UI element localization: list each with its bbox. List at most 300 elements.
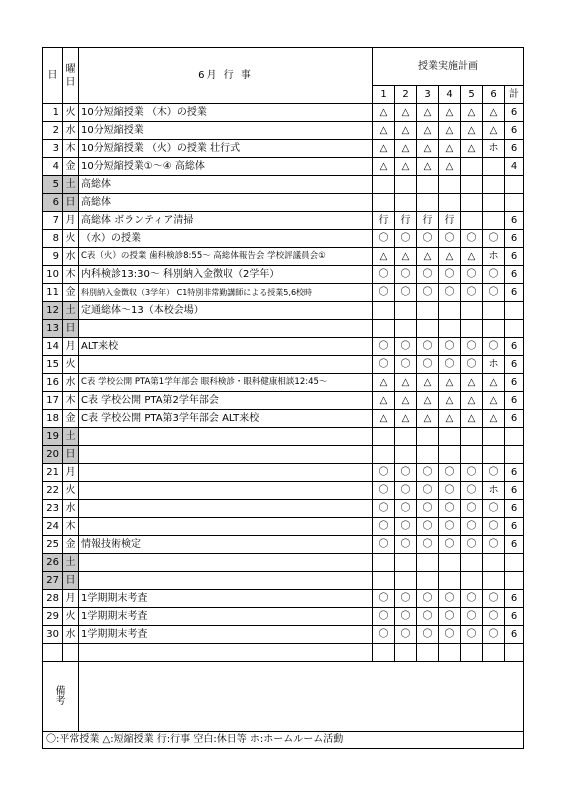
schedule-row	[43, 464, 524, 482]
period-mark-cell	[461, 446, 483, 464]
event-cell: 高総体 ボランティア清掃	[79, 212, 373, 230]
period-mark-cell: 〇	[373, 500, 395, 518]
schedule-row	[43, 518, 524, 536]
event-cell	[79, 356, 373, 374]
period-mark-cell	[461, 176, 483, 194]
period-mark-cell: 〇	[461, 338, 483, 356]
schedule-row	[43, 176, 524, 194]
period-mark-cell	[373, 446, 395, 464]
date-cell: 27	[43, 572, 63, 590]
weekday-cell: 日	[63, 572, 79, 590]
schedule-row	[43, 554, 524, 572]
schedule-row	[43, 392, 524, 410]
period-mark-cell	[483, 572, 505, 590]
schedule-row	[43, 446, 524, 464]
period-mark-cell	[373, 572, 395, 590]
period-mark-cell: 〇	[395, 338, 417, 356]
period-mark-cell: 〇	[483, 536, 505, 554]
period-mark-cell	[461, 320, 483, 338]
period-mark-cell	[439, 428, 461, 446]
period-mark-cell	[483, 176, 505, 194]
period-mark-cell: 〇	[461, 482, 483, 500]
event-cell: 内科検診13:30～ 科別納入金徴収（2学年）	[79, 266, 373, 284]
period-mark-cell: 〇	[417, 500, 439, 518]
schedule-row	[43, 104, 524, 122]
period-mark-cell: 〇	[417, 608, 439, 626]
period-mark-cell	[417, 428, 439, 446]
period-mark-cell: 〇	[439, 266, 461, 284]
event-cell: 高総体	[79, 194, 373, 212]
page-title: 6月 行 事	[79, 48, 373, 104]
period-mark-cell: 〇	[461, 284, 483, 302]
period-mark-cell: 〇	[461, 266, 483, 284]
schedule-row	[43, 626, 524, 644]
period-mark-cell	[461, 572, 483, 590]
period-mark-cell: △	[395, 392, 417, 410]
period-mark-cell: △	[417, 158, 439, 176]
event-cell: C表 学校公開 PTA第1学年部会 眼科検診・眼科健康相談12:45～	[79, 374, 373, 392]
period-mark-cell: △	[373, 122, 395, 140]
period-mark-cell: 〇	[483, 284, 505, 302]
period-mark-cell: 〇	[417, 518, 439, 536]
period-mark-cell: 〇	[395, 518, 417, 536]
period-mark-cell	[483, 554, 505, 572]
total-cell: 6	[505, 212, 524, 230]
total-column-header: 計	[505, 86, 524, 104]
weekday-cell: 水	[63, 374, 79, 392]
period-mark-cell: 〇	[483, 230, 505, 248]
period-mark-cell: 〇	[483, 464, 505, 482]
schedule-row	[43, 338, 524, 356]
period-mark-cell: 〇	[439, 284, 461, 302]
period-mark-cell: 〇	[461, 356, 483, 374]
period-mark-cell: △	[439, 140, 461, 158]
period-mark-cell	[439, 176, 461, 194]
schedule-row	[43, 248, 524, 266]
date-cell: 2	[43, 122, 63, 140]
period-mark-cell	[373, 554, 395, 572]
period-2-header: 2	[395, 86, 417, 104]
weekday-cell: 日	[63, 194, 79, 212]
period-mark-cell: △	[461, 140, 483, 158]
date-cell: 6	[43, 194, 63, 212]
period-mark-cell: △	[373, 392, 395, 410]
schedule-row	[43, 428, 524, 446]
event-cell: 10分短縮授業 （木）の授業	[79, 104, 373, 122]
period-mark-cell: △	[395, 158, 417, 176]
weekday-cell: 月	[63, 464, 79, 482]
weekday-cell: 火	[63, 482, 79, 500]
date-cell: 19	[43, 428, 63, 446]
period-mark-cell	[417, 446, 439, 464]
period-5-header: 5	[461, 86, 483, 104]
event-cell: 10分短縮授業	[79, 122, 373, 140]
total-cell: 6	[505, 104, 524, 122]
period-mark-cell: 〇	[373, 284, 395, 302]
period-mark-cell	[417, 572, 439, 590]
date-cell: 22	[43, 482, 63, 500]
period-mark-cell	[395, 320, 417, 338]
schedule-row	[43, 608, 524, 626]
period-mark-cell: 〇	[439, 482, 461, 500]
total-cell: 6	[505, 374, 524, 392]
period-mark-cell: 〇	[373, 464, 395, 482]
event-cell	[79, 320, 373, 338]
event-cell: 定通総体～13（本校会場）	[79, 302, 373, 320]
date-cell: 26	[43, 554, 63, 572]
schedule-row	[43, 266, 524, 284]
schedule-row	[43, 482, 524, 500]
event-cell	[79, 500, 373, 518]
total-cell: 6	[505, 518, 524, 536]
period-mark-cell	[395, 572, 417, 590]
period-mark-cell	[395, 446, 417, 464]
period-mark-cell	[483, 428, 505, 446]
legend-row	[43, 732, 524, 749]
period-mark-cell	[373, 320, 395, 338]
period-mark-cell	[439, 320, 461, 338]
period-mark-cell	[483, 320, 505, 338]
period-mark-cell	[483, 194, 505, 212]
period-mark-cell: △	[461, 104, 483, 122]
period-mark-cell: 〇	[373, 266, 395, 284]
total-cell	[505, 302, 524, 320]
schedule-row	[43, 302, 524, 320]
period-mark-cell: 〇	[483, 500, 505, 518]
period-mark-cell: 〇	[373, 338, 395, 356]
period-mark-cell: △	[417, 392, 439, 410]
weekday-cell: 水	[63, 122, 79, 140]
date-cell: 30	[43, 626, 63, 644]
period-mark-cell	[395, 194, 417, 212]
period-mark-cell: △	[373, 158, 395, 176]
period-mark-cell: ホ	[483, 482, 505, 500]
period-mark-cell: 〇	[461, 518, 483, 536]
notes-area	[79, 662, 524, 732]
period-mark-cell	[439, 572, 461, 590]
weekday-cell: 金	[63, 284, 79, 302]
date-cell: 7	[43, 212, 63, 230]
legend-text: 〇:平常授業 △:短縮授業 行:行事 空白:休日等 ホ:ホームルーム活動	[43, 732, 524, 749]
weekday-cell: 日	[63, 446, 79, 464]
event-cell: 1学期期末考査	[79, 590, 373, 608]
period-mark-cell: △	[461, 410, 483, 428]
period-3-header: 3	[417, 86, 439, 104]
period-mark-cell: 〇	[417, 338, 439, 356]
period-mark-cell: 〇	[417, 626, 439, 644]
period-mark-cell: △	[483, 392, 505, 410]
period-mark-cell: 〇	[417, 230, 439, 248]
event-cell: C表 学校公開 PTA第3学年部会 ALT来校	[79, 410, 373, 428]
weekday-cell: 金	[63, 158, 79, 176]
weekday-cell: 金	[63, 536, 79, 554]
period-mark-cell	[417, 194, 439, 212]
event-cell	[79, 518, 373, 536]
period-mark-cell: △	[417, 104, 439, 122]
total-cell: 6	[505, 338, 524, 356]
period-mark-cell	[483, 446, 505, 464]
period-1-header: 1	[373, 86, 395, 104]
period-mark-cell: 〇	[483, 608, 505, 626]
period-mark-cell: 〇	[439, 338, 461, 356]
date-cell: 3	[43, 140, 63, 158]
schedule-row	[43, 374, 524, 392]
schedule-row	[43, 140, 524, 158]
period-mark-cell: 〇	[373, 518, 395, 536]
notes-label: 備 考	[43, 662, 79, 732]
date-cell: 16	[43, 374, 63, 392]
period-mark-cell: △	[373, 140, 395, 158]
event-cell	[79, 482, 373, 500]
period-mark-cell: △	[483, 410, 505, 428]
period-mark-cell: △	[395, 122, 417, 140]
period-mark-cell: △	[439, 122, 461, 140]
weekday-cell: 日	[63, 320, 79, 338]
period-mark-cell: △	[483, 104, 505, 122]
period-mark-cell: 〇	[483, 590, 505, 608]
schedule-row	[43, 356, 524, 374]
period-mark-cell: △	[483, 122, 505, 140]
event-cell: 情報技術検定	[79, 536, 373, 554]
period-mark-cell: 〇	[439, 626, 461, 644]
event-cell: 10分短縮授業①～④ 高総体	[79, 158, 373, 176]
event-cell	[79, 428, 373, 446]
period-mark-cell	[439, 554, 461, 572]
weekday-cell: 土	[63, 428, 79, 446]
date-cell: 4	[43, 158, 63, 176]
period-mark-cell: ホ	[483, 356, 505, 374]
date-cell: 18	[43, 410, 63, 428]
date-cell: 17	[43, 392, 63, 410]
event-cell: 1学期期末考査	[79, 608, 373, 626]
lesson-plan-header: 授業実施計画	[373, 48, 524, 86]
event-cell	[79, 554, 373, 572]
period-mark-cell: 〇	[439, 464, 461, 482]
period-mark-cell: △	[373, 104, 395, 122]
period-mark-cell: 〇	[417, 464, 439, 482]
period-mark-cell: △	[395, 140, 417, 158]
schedule-row	[43, 158, 524, 176]
date-cell: 21	[43, 464, 63, 482]
period-mark-cell: △	[483, 374, 505, 392]
period-mark-cell: 〇	[461, 500, 483, 518]
total-cell: 6	[505, 536, 524, 554]
period-mark-cell: 行	[373, 212, 395, 230]
period-mark-cell	[417, 176, 439, 194]
period-mark-cell: 〇	[395, 626, 417, 644]
weekday-cell: 土	[63, 176, 79, 194]
schedule-row	[43, 536, 524, 554]
total-cell	[505, 428, 524, 446]
period-mark-cell: 〇	[373, 356, 395, 374]
weekday-cell: 木	[63, 266, 79, 284]
weekday-cell: 木	[63, 392, 79, 410]
weekday-cell: 火	[63, 356, 79, 374]
weekday-cell: 水	[63, 626, 79, 644]
schedule-row	[43, 572, 524, 590]
date-cell: 8	[43, 230, 63, 248]
event-cell	[79, 572, 373, 590]
period-mark-cell: △	[417, 374, 439, 392]
day-column-header: 日	[43, 48, 63, 104]
period-mark-cell	[461, 554, 483, 572]
period-mark-cell: 〇	[439, 500, 461, 518]
weekday-cell: 月	[63, 338, 79, 356]
period-mark-cell: ホ	[483, 248, 505, 266]
period-mark-cell: 〇	[439, 608, 461, 626]
weekday-cell: 金	[63, 410, 79, 428]
event-cell: 科別納入金徴収（3学年） C1特別非常勤講師による授業5,6校時	[79, 284, 373, 302]
total-cell: 4	[505, 158, 524, 176]
event-cell: ALT来校	[79, 338, 373, 356]
notes-row	[43, 662, 524, 732]
period-mark-cell: 〇	[373, 590, 395, 608]
period-mark-cell: 〇	[373, 626, 395, 644]
weekday-cell: 火	[63, 230, 79, 248]
period-mark-cell: 〇	[395, 230, 417, 248]
schedule-row	[43, 230, 524, 248]
period-mark-cell: 〇	[439, 230, 461, 248]
spacer-row	[43, 644, 524, 662]
period-mark-cell: △	[439, 104, 461, 122]
total-cell	[505, 554, 524, 572]
period-mark-cell: △	[439, 248, 461, 266]
date-cell: 28	[43, 590, 63, 608]
period-mark-cell: 〇	[461, 626, 483, 644]
period-mark-cell: 〇	[417, 536, 439, 554]
period-mark-cell: 〇	[395, 266, 417, 284]
period-mark-cell	[373, 176, 395, 194]
total-cell: 6	[505, 608, 524, 626]
period-mark-cell	[395, 176, 417, 194]
period-mark-cell	[439, 446, 461, 464]
total-cell	[505, 572, 524, 590]
period-mark-cell: △	[461, 374, 483, 392]
period-mark-cell: 〇	[395, 608, 417, 626]
period-mark-cell: 〇	[373, 482, 395, 500]
weekday-cell: 水	[63, 248, 79, 266]
date-cell: 11	[43, 284, 63, 302]
period-mark-cell: 〇	[373, 608, 395, 626]
period-mark-cell: 〇	[439, 590, 461, 608]
total-cell: 6	[505, 626, 524, 644]
period-mark-cell: △	[461, 122, 483, 140]
period-mark-cell	[417, 554, 439, 572]
date-cell: 5	[43, 176, 63, 194]
period-mark-cell	[483, 212, 505, 230]
period-mark-cell: 行	[417, 212, 439, 230]
period-mark-cell: 〇	[373, 536, 395, 554]
period-mark-cell	[417, 320, 439, 338]
event-cell: 1学期期末考査	[79, 626, 373, 644]
period-mark-cell: △	[417, 140, 439, 158]
date-cell: 13	[43, 320, 63, 338]
date-cell: 20	[43, 446, 63, 464]
total-cell: 6	[505, 266, 524, 284]
period-mark-cell	[461, 158, 483, 176]
period-mark-cell	[373, 428, 395, 446]
schedule-row	[43, 590, 524, 608]
weekday-cell: 水	[63, 500, 79, 518]
weekday-cell: 木	[63, 140, 79, 158]
period-mark-cell	[439, 194, 461, 212]
period-mark-cell: 〇	[395, 590, 417, 608]
event-cell	[79, 464, 373, 482]
total-cell: 6	[505, 590, 524, 608]
period-mark-cell: 〇	[439, 356, 461, 374]
period-mark-cell: △	[395, 104, 417, 122]
period-4-header: 4	[439, 86, 461, 104]
schedule-row	[43, 410, 524, 428]
period-mark-cell: 〇	[417, 356, 439, 374]
period-mark-cell: △	[417, 248, 439, 266]
period-mark-cell	[417, 302, 439, 320]
total-cell: 6	[505, 230, 524, 248]
period-mark-cell	[395, 428, 417, 446]
weekday-cell: 火	[63, 104, 79, 122]
schedule-table	[42, 47, 524, 749]
schedule-row	[43, 122, 524, 140]
event-cell: C表 学校公開 PTA第2学年部会	[79, 392, 373, 410]
period-mark-cell	[373, 194, 395, 212]
period-mark-cell	[395, 554, 417, 572]
date-cell: 1	[43, 104, 63, 122]
schedule-row	[43, 320, 524, 338]
total-cell: 6	[505, 392, 524, 410]
total-cell: 6	[505, 248, 524, 266]
period-mark-cell: 行	[439, 212, 461, 230]
period-mark-cell: 〇	[373, 230, 395, 248]
period-mark-cell: 〇	[395, 464, 417, 482]
weekday-column-header: 曜 日	[63, 48, 79, 104]
period-mark-cell: 〇	[395, 536, 417, 554]
period-mark-cell: 〇	[439, 536, 461, 554]
schedule-body	[43, 104, 524, 644]
total-cell: 6	[505, 122, 524, 140]
date-cell: 10	[43, 266, 63, 284]
period-mark-cell: △	[439, 392, 461, 410]
period-mark-cell	[373, 302, 395, 320]
period-mark-cell: △	[395, 410, 417, 428]
period-mark-cell: 行	[395, 212, 417, 230]
period-mark-cell: 〇	[461, 536, 483, 554]
period-mark-cell: △	[439, 410, 461, 428]
period-mark-cell	[461, 302, 483, 320]
period-mark-cell: ホ	[483, 140, 505, 158]
period-mark-cell: △	[417, 410, 439, 428]
total-cell: 6	[505, 464, 524, 482]
period-mark-cell: 〇	[483, 338, 505, 356]
period-mark-cell: △	[461, 392, 483, 410]
date-cell: 12	[43, 302, 63, 320]
weekday-cell: 土	[63, 302, 79, 320]
total-cell	[505, 446, 524, 464]
schedule-row	[43, 500, 524, 518]
period-mark-cell: △	[373, 374, 395, 392]
weekday-cell: 月	[63, 212, 79, 230]
event-cell	[79, 446, 373, 464]
total-cell: 6	[505, 482, 524, 500]
weekday-cell: 土	[63, 554, 79, 572]
event-cell: 高総体	[79, 176, 373, 194]
period-mark-cell: △	[373, 248, 395, 266]
total-cell: 6	[505, 356, 524, 374]
date-cell: 24	[43, 518, 63, 536]
date-cell: 29	[43, 608, 63, 626]
period-mark-cell	[395, 302, 417, 320]
period-mark-cell: 〇	[461, 608, 483, 626]
schedule-row	[43, 194, 524, 212]
